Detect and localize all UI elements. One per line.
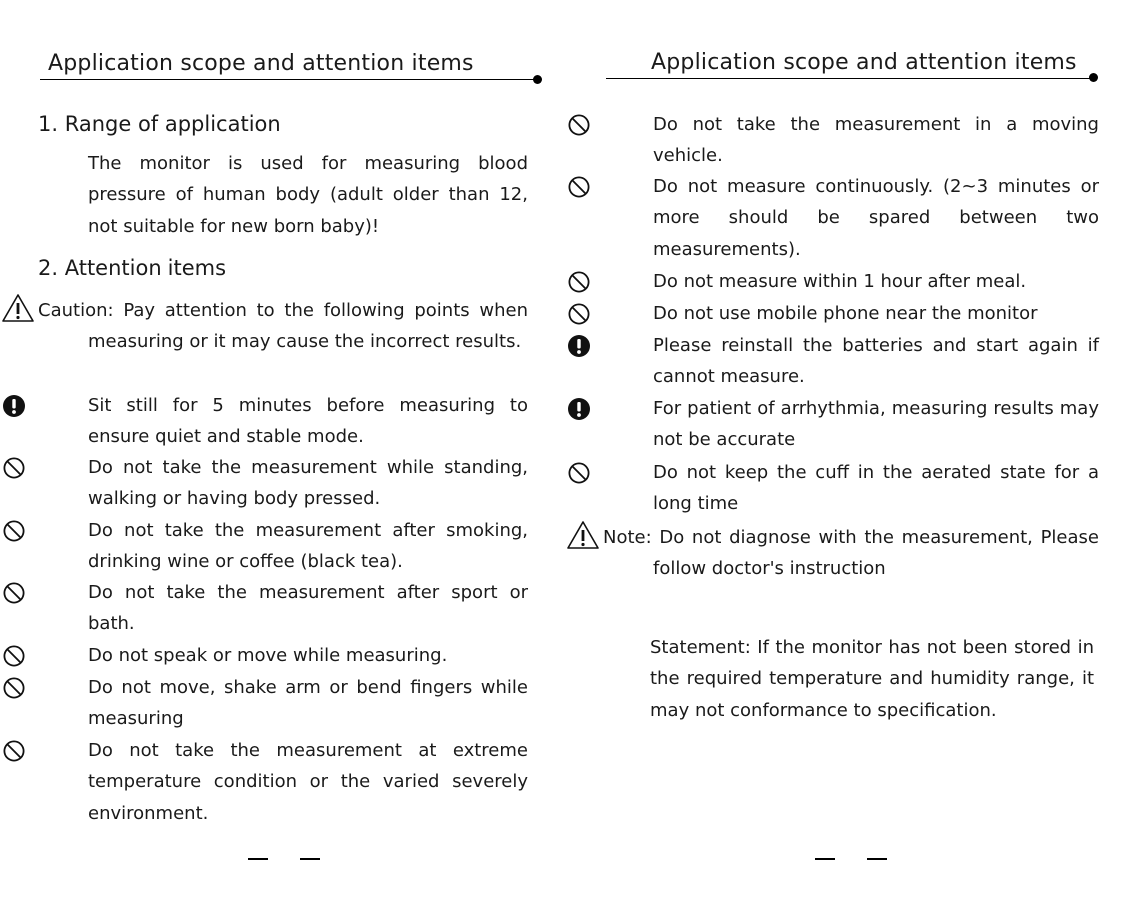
left-item-7 (88, 735, 528, 829)
right-page-header: Application scope and attention items (651, 50, 1077, 75)
left-item-2 (88, 452, 528, 515)
right-page (568, 0, 1137, 899)
left-section-2-title-a: 2. Attention (38, 256, 162, 280)
exclamation-icon (38, 390, 88, 418)
right-footer-mark-1 (815, 858, 835, 860)
left-section-1-body: The monitor is used for measuring blood pressure of human body (adult older than 12, not suitable for new born baby)! (88, 153, 528, 237)
left-item-2-text: Do not take the measurement while standing, walking or having body pressed. (88, 457, 528, 510)
caution-label: Caution: (38, 300, 114, 321)
right-item-4-text: Do not use mobile phone near the monitor (653, 303, 1038, 324)
prohibited-icon (38, 515, 88, 543)
prohibited-icon (38, 452, 88, 480)
left-item-5-text: Do not speak or move while measuring. (88, 645, 448, 666)
right-item-5 (653, 330, 1099, 393)
right-item-5-text: Please reinstall the batteries and start again if cannot measure. (653, 335, 1099, 388)
left-section-2-title (38, 254, 226, 282)
right-note (603, 522, 1099, 585)
right-header-rule (606, 78, 1096, 79)
right-item-7 (653, 457, 1099, 520)
note-text: Do not diagnose with the measurement, Please follow doctor's instruction (653, 527, 1099, 580)
right-statement (650, 632, 1094, 726)
left-footer-mark-2 (300, 858, 320, 860)
left-item-6-text: Do not move, shake arm or bend fingers while measuring (88, 677, 528, 730)
left-item-7-text: Do not take the measurement at extreme temperature condition or the varied severely environment. (88, 740, 528, 824)
right-header-dot (1089, 73, 1098, 82)
left-item-4 (88, 577, 528, 640)
left-item-5 (88, 640, 528, 671)
left-header-rule (40, 79, 535, 80)
prohibited-icon (38, 640, 88, 668)
exclamation-icon (603, 330, 653, 358)
right-item-1 (653, 109, 1099, 172)
prohibited-icon (603, 171, 653, 199)
warning-triangle-icon (1, 295, 38, 323)
prohibited-icon (603, 266, 653, 294)
left-item-1-text: Sit still for 5 minutes before measuring to ensure quiet and stable mode. (88, 395, 528, 448)
right-item-2-text: Do not measure continuously. (2~3 minutes or more should be spared between two measurements). (653, 176, 1099, 260)
prohibited-icon (603, 109, 653, 137)
prohibited-icon (38, 735, 88, 763)
right-item-6 (653, 393, 1099, 456)
prohibited-icon (38, 577, 88, 605)
right-item-6-text: For patient of arrhythmia, measuring results may not be accurate (653, 398, 1099, 451)
left-section-1-title: 1. Range of application (38, 112, 281, 136)
statement-text: If the monitor has not been stored in the required temperature and humidity range, it may not conformance to specification. (650, 637, 1094, 721)
prohibited-icon (38, 672, 88, 700)
right-item-7-text: Do not keep the cuff in the aerated state for a long time (653, 462, 1099, 515)
right-item-4 (653, 298, 1099, 329)
note-label: Note: (603, 527, 652, 548)
left-page-header: Application scope and attention items (48, 51, 474, 76)
left-page (0, 0, 568, 899)
exclamation-icon (603, 393, 653, 421)
left-item-6 (88, 672, 528, 735)
right-footer-mark-2 (867, 858, 887, 860)
left-footer-mark-1 (248, 858, 268, 860)
right-item-3 (653, 266, 1099, 297)
left-item-1 (88, 390, 528, 453)
right-item-2 (653, 171, 1099, 265)
caution-text: Pay attention to the following points when measuring or it may cause the incorrect results. (88, 300, 528, 353)
left-item-4-text: Do not take the measurement after sport or bath. (88, 582, 528, 635)
warning-triangle-icon (566, 522, 603, 550)
right-item-1-text: Do not take the measurement in a moving vehicle. (653, 114, 1099, 167)
left-header-dot (533, 75, 542, 84)
left-item-3-text: Do not take the measurement after smoking, drinking wine or coffee (black tea). (88, 520, 528, 573)
prohibited-icon (603, 457, 653, 485)
left-section-2-title-b: items (167, 256, 227, 280)
left-item-3 (88, 515, 528, 578)
right-item-3-text: Do not measure within 1 hour after meal. (653, 271, 1027, 292)
statement-label: Statement: (650, 637, 751, 658)
left-caution (38, 295, 528, 358)
prohibited-icon (603, 298, 653, 326)
